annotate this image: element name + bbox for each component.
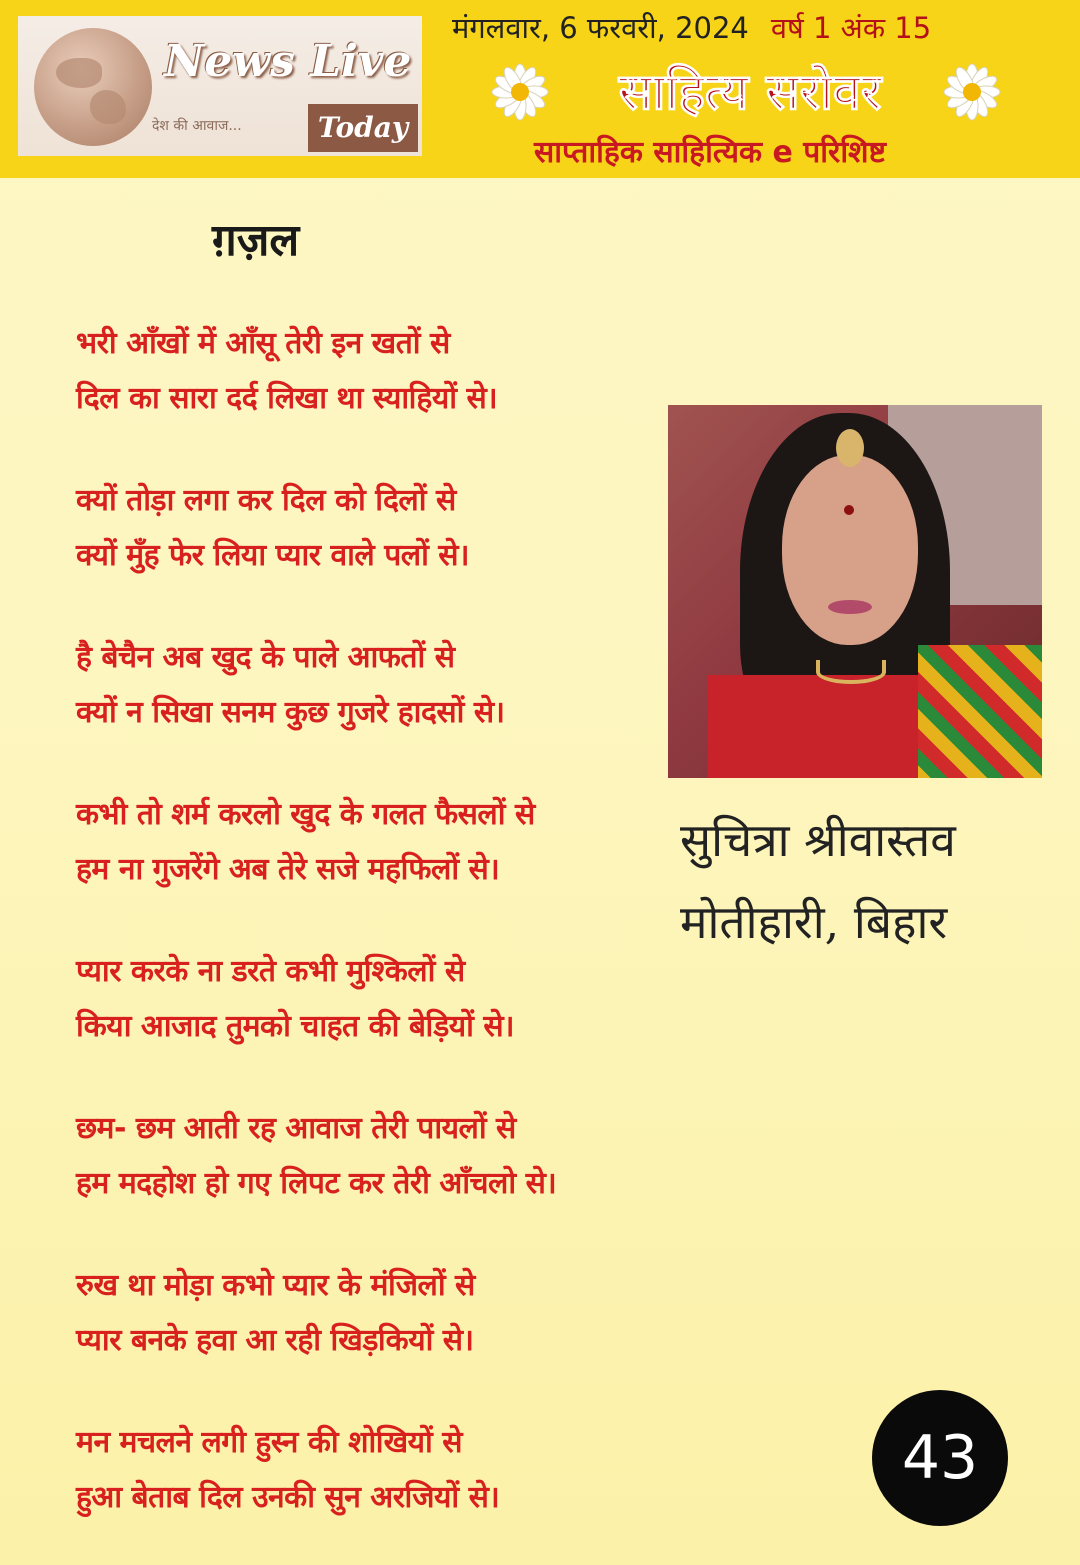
globe-icon (34, 28, 152, 146)
news-live-today-logo (18, 16, 422, 156)
poem-line: हम ना गुजरेंगे अब तेरे सजे महफिलों से। (76, 852, 500, 887)
poem-line: भरी आँखों में आँसू तेरी इन खतों से (76, 326, 450, 361)
stanza (76, 1258, 716, 1368)
stanza (76, 944, 716, 1054)
masthead (0, 0, 1080, 178)
daisy-icon (490, 62, 550, 122)
poem-line: किया आजाद तुमको चाहत की बेड़ियों से। (76, 1009, 515, 1044)
poem-line: हम मदहोश हो गए लिपट कर तेरी आँचलो से। (76, 1166, 557, 1201)
issue-number: वर्ष 1 अंक 15 (770, 11, 932, 45)
poem-line: है बेचैन अब खुद के पाले आफतों से (76, 640, 455, 675)
stanza (76, 316, 716, 426)
supplement-title-row (490, 56, 1010, 126)
poem-line: छम- छम आती रह आवाज तेरी पायलों से (76, 1111, 516, 1146)
logo-brand: News Live (164, 36, 412, 87)
logo-brand-sub: Today (308, 104, 418, 152)
dateline (452, 8, 931, 47)
page-number-badge: 43 (872, 1390, 1008, 1526)
poem-line: रुख था मोड़ा कभो प्यार के मंजिलों से (76, 1268, 475, 1303)
stanza (76, 1101, 716, 1211)
poem-heading: ग़ज़ल (212, 215, 300, 266)
issue-date: मंगलवार, 6 फरवरी, 2024 (452, 11, 749, 45)
author-name: सुचित्रा श्रीवास्तव (680, 813, 956, 867)
stanza (76, 473, 716, 583)
supplement-subtitle: साप्ताहिक साहित्यिक e परिशिष्ट (534, 135, 887, 170)
stanza (76, 787, 716, 897)
poem-line: मन मचलने लगी हुस्न की शोखियों से (76, 1425, 463, 1460)
poem-line: क्यों मुँह फेर लिया प्यार वाले पलों से। (76, 538, 469, 573)
stanza (76, 1415, 716, 1525)
poem-line: क्यों न सिखा सनम कुछ गुजरे हादसों से। (76, 695, 505, 730)
poem-line: प्यार बनके हवा आ रही खिड़कियों से। (76, 1323, 474, 1358)
author-photo (668, 405, 1042, 778)
supplement-title: साहित्य सरोवर (618, 62, 882, 121)
poem-line: हुआ बेताब दिल उनकी सुन अरजियों से। (76, 1480, 500, 1515)
stanza (76, 630, 716, 740)
poem-line: प्यार करके ना डरते कभी मुश्किलों से (76, 954, 465, 989)
logo-tagline: देश की आवाज... (152, 118, 242, 134)
poem-line: दिल का सारा दर्द लिखा था स्याहियों से। (76, 381, 498, 416)
poem-line: क्यों तोड़ा लगा कर दिल को दिलों से (76, 483, 456, 518)
poem-line: कभी तो शर्म करलो खुद के गलत फैसलों से (76, 797, 535, 832)
daisy-icon (942, 62, 1002, 122)
author-location: मोतीहारी, बिहार (680, 895, 948, 949)
